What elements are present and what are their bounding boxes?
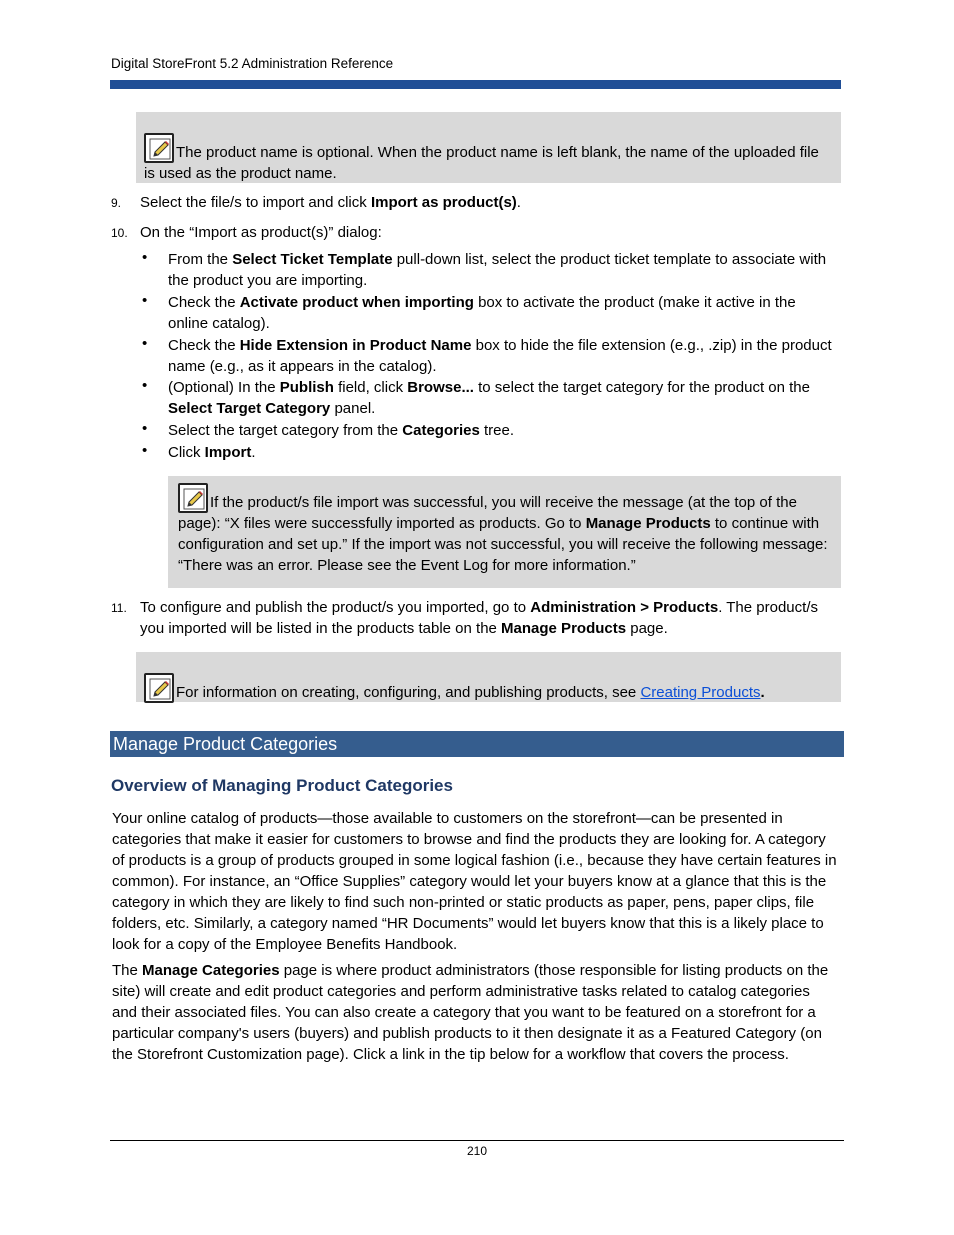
list-item-part: Check the [168, 337, 240, 354]
list-item-part: pull-down list, select the product ticket template to associate with the product you are importing. [168, 251, 827, 289]
list-item-part: From the [168, 251, 233, 268]
list-item-bold: Select Target Category [168, 400, 331, 417]
list-item-part: box to activate the product (make it active in the online catalog). [168, 294, 796, 332]
body-text-part: The [112, 962, 143, 979]
body-paragraph [112, 960, 837, 1065]
note-box [136, 112, 841, 183]
step-text-part: page. [626, 620, 668, 637]
pencil-note-icon [178, 483, 208, 513]
body-paragraph: Your online catalog of products—those available to customers on the storefront—can be presented in categories that make it easier for customers to browse and find the products they are looking for. A category of products is a group of products grouped in some logical fashion (i.e., because they have certain features in common). For instance, an “Office Supplies” category would let your buyers know at a glance that this is the category in which they are likely to find such non-printed or static products as paper, pens, paper clips, file folders, etc. Similarly, a category named “HR Documents” would let buyers know that this is a likely place to look for a copy of the Employee Benefits Handbook. [112, 810, 837, 953]
note-text: If the product/s file import was successful, you will receive the message (at the top of the page): “X files were successfully imported as products. Go to [178, 494, 797, 532]
list-item-bold: Categories [402, 422, 480, 439]
list-item-bold: Select Ticket Template [232, 251, 393, 268]
list-item-part: (Optional) In the [168, 379, 280, 396]
step-number: 9. [111, 196, 122, 210]
note-text: The product name is optional. When the product name is left blank, the name of the uploaded file is used as the product name. [144, 144, 819, 182]
list-item-bold: Import [204, 444, 252, 461]
note-box [168, 476, 841, 588]
bullet-dot: • [142, 292, 148, 309]
bullet-dot: • [142, 420, 148, 437]
list-item-part: Click [168, 444, 205, 461]
pencil-note-icon [144, 673, 174, 703]
note-box [136, 652, 841, 702]
step-text-bold: Import as product(s) [370, 194, 517, 211]
note-text: to continue with configuration and set up.” If the import was not successful, you will receive the following message: “There was an error. Please see the Event Log for more information.” [178, 515, 828, 574]
list-item-part: Select the target category from the [168, 422, 403, 439]
step-number: 11. [111, 601, 127, 615]
step-text-part: . [516, 194, 521, 211]
list-item [168, 442, 833, 463]
step-text-part: To configure and publish the product/s you imported, go to [140, 599, 531, 616]
list-item-part: panel. [330, 400, 376, 417]
step-text-bold: Manage Products [501, 620, 627, 637]
header-rule [110, 80, 841, 89]
list-item-part: box to hide the file extension (e.g., .zip) in the product name (e.g., as it appears in the catalog). [168, 337, 832, 375]
list-item-part: Check the [168, 294, 240, 311]
page-number: 210 [466, 1144, 488, 1158]
step-number: 10. [111, 226, 128, 240]
list-item-bold: Hide Extension in Product Name [239, 337, 472, 354]
creating-products-link[interactable]: Creating Products [640, 684, 761, 701]
step-text [140, 597, 840, 639]
footer-rule [110, 1140, 844, 1141]
bullet-dot: • [142, 442, 148, 459]
list-item [168, 335, 833, 377]
pencil-note-icon [144, 133, 174, 163]
step-text: On the “Import as product(s)” dialog: [140, 224, 382, 241]
body-text-bold: Manage Categories [142, 962, 280, 979]
bullet-dot: • [142, 335, 148, 352]
note-text-bold: . [760, 684, 765, 701]
list-item [168, 249, 833, 291]
step-text-part: . The product/s you imported will be listed in the products table on the [140, 599, 818, 637]
list-item [168, 292, 833, 334]
list-item [168, 420, 833, 441]
section-heading: Manage Product Categories [110, 731, 844, 757]
body-text-part: page is where product administrators (those responsible for listing products on the site) will create and edit product categories and perform administrative tasks related to catalog categories and their associated files. You can also create a category that you want to be featured on a storefront for a particular company's users (buyers) and publish products to it then designate it as a Featured Category (on the Storefront Customization page). Click a link in the tip below for a workflow that covers the process. [112, 962, 829, 1063]
list-item-bold: Publish [279, 379, 334, 396]
note-text-bold: Manage Products [585, 515, 711, 532]
list-item-part: tree. [479, 422, 515, 439]
list-item [168, 377, 833, 419]
list-item-part: . [251, 444, 256, 461]
list-item-part: field, click [333, 379, 408, 396]
bullet-dot: • [142, 249, 148, 266]
step-text-bold: Administration > Products [530, 599, 719, 616]
step-text [140, 192, 521, 213]
note-text: For information on creating, configuring, and publishing products, see [176, 684, 641, 701]
list-item-bold: Browse... [407, 379, 474, 396]
list-item-part: to select the target category for the product on the [473, 379, 810, 396]
subsection-heading: Overview of Managing Product Categories [111, 776, 453, 795]
step-text-part: Select the file/s to import and click [140, 194, 371, 211]
header-title: Digital StoreFront 5.2 Administration Reference [111, 56, 394, 71]
list-item-bold: Activate product when importing [239, 294, 474, 311]
bullet-dot: • [142, 377, 148, 394]
